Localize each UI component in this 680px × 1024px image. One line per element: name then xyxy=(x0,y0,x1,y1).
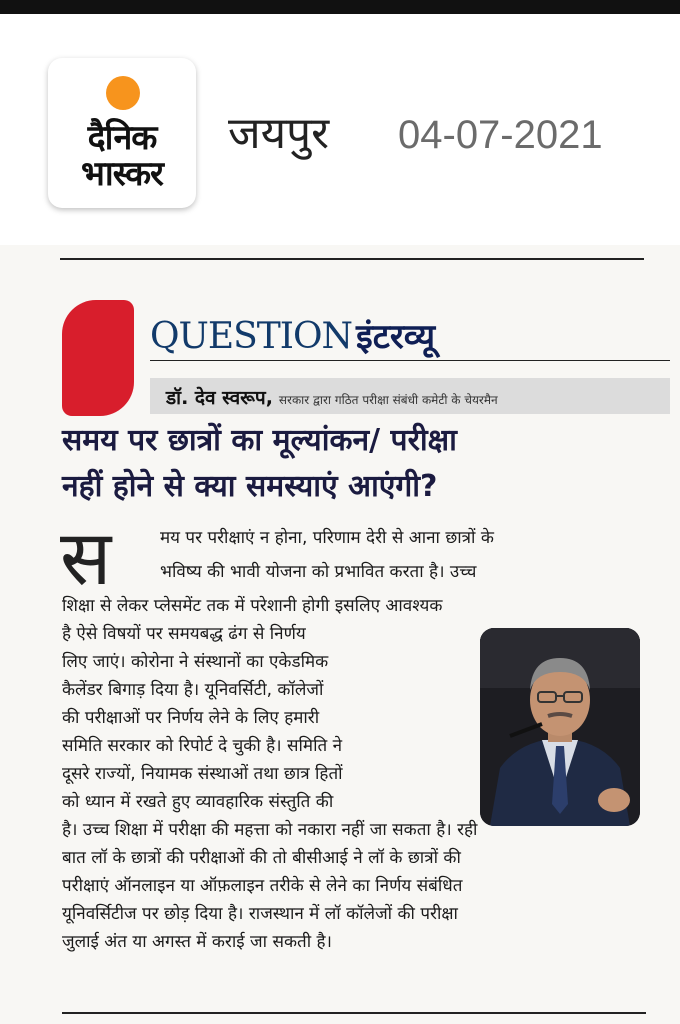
edition-date: 04-07-2021 xyxy=(398,113,603,157)
portrait-image xyxy=(480,628,640,826)
section-rule xyxy=(150,360,670,361)
body-line: परीक्षाएं ऑनलाइन या ऑफ़लाइन तरीके से लेने का निर्णय संबंधित xyxy=(62,876,463,896)
body-line: शिक्षा से लेकर प्लेसमेंट तक में परेशानी होगी इसलिए आवश्यक xyxy=(62,596,443,616)
logo-sun-icon xyxy=(106,76,140,110)
article-headline xyxy=(62,418,662,510)
drop-cap: स xyxy=(60,513,112,602)
body-line: बात लॉ के छात्रों की परीक्षाओं की तो बीसीआई ने लॉ के छात्रों की xyxy=(62,848,461,868)
body-line: भविष्य की भावी योजना को प्रभावित करता है। उच्च xyxy=(160,562,477,582)
body-line: दूसरे राज्यों, नियामक संस्थाओं तथा छात्र हितों xyxy=(62,764,343,784)
author-name: डॉ. देव स्वरूप, xyxy=(166,387,273,409)
body-line: है। उच्च शिक्षा में परीक्षा की महत्ता को नकारा नहीं जा सकता है। रही xyxy=(62,820,478,840)
body-line: समिति सरकार को रिपोर्ट दे चुकी है। समिति ने xyxy=(62,736,343,756)
body-line: लिए जाएं। कोरोना ने संस्थानों का एकेडमिक xyxy=(62,652,329,672)
body-line: की परीक्षाओं पर निर्णय लेने के लिए हमारी xyxy=(62,708,320,728)
author-photo xyxy=(480,628,640,826)
body-line: है ऐसे विषयों पर समयबद्ध ढंग से निर्णय xyxy=(62,624,306,644)
section-title-hindi: इंटरव्यू xyxy=(356,317,436,357)
section-title-english: QUESTION xyxy=(150,316,353,357)
status-bar xyxy=(0,0,680,14)
section-title xyxy=(150,312,435,362)
body-line: मय पर परीक्षाएं न होना, परिणाम देरी से आना छात्रों के xyxy=(160,528,494,548)
body-line: कैलेंडर बिगाड़ दिया है। यूनिवर्सिटी, कॉलेजों xyxy=(62,680,324,700)
logo-text-line1: दैनिक xyxy=(87,118,157,158)
headline-line: समय पर छात्रों का मूल्यांकन/ परीक्षा xyxy=(62,423,457,458)
body-line: यूनिवर्सिटीज पर छोड़ दिया है। राजस्थान में लॉ कॉलेजों की परीक्षा xyxy=(62,904,458,924)
section-marker-shape xyxy=(62,300,134,416)
bottom-divider xyxy=(62,1012,646,1014)
headline-line: नहीं होने से क्या समस्याएं आएंगी? xyxy=(62,469,438,504)
dainik-bhaskar-logo xyxy=(48,58,196,208)
top-divider xyxy=(60,258,644,260)
author-role: सरकार द्वारा गठित परीक्षा संबंधी कमेटी के चेयरमैन xyxy=(278,393,498,407)
body-line: जुलाई अंत या अगस्त में कराई जा सकती है। xyxy=(62,932,332,952)
author-byline xyxy=(166,384,498,410)
logo-text-line2: भास्कर xyxy=(81,154,163,194)
edition-city: जयपुर xyxy=(228,108,330,159)
body-line: को ध्यान में रखते हुए व्यावहारिक संस्तुति की xyxy=(62,792,334,812)
